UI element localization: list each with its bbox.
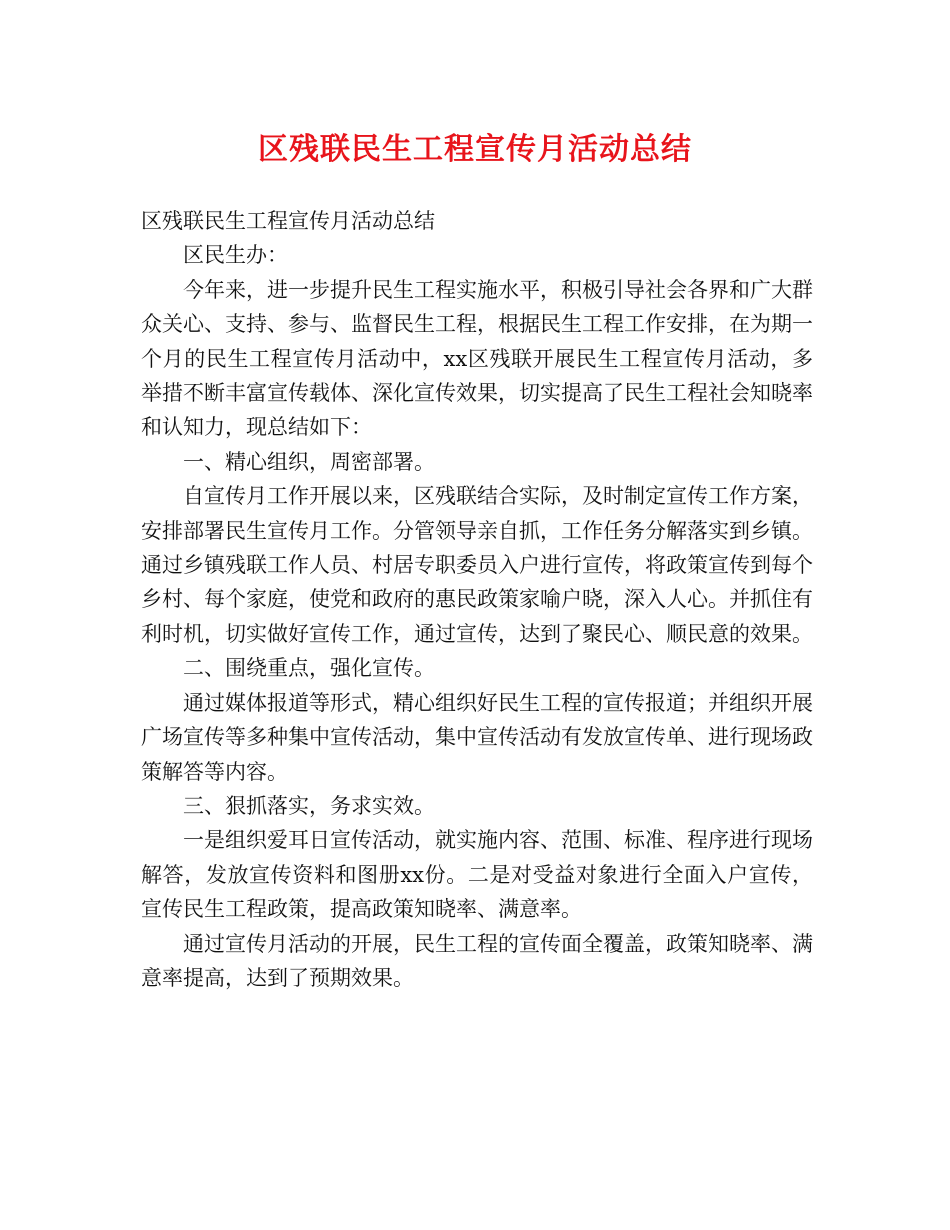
document-body bbox=[141, 204, 813, 995]
section-heading-3: 三、狠抓落实，务求实效。 bbox=[183, 793, 435, 818]
body-heading: 区残联民生工程宣传月活动总结 bbox=[141, 209, 435, 233]
section-paragraph-2: 通过媒体报道等形式，精心组织好民生工程的宣传报道；并组织开展广场宣传等多种集中宣传活动，集中宣传活动有发放宣传单、进行现场政策解答等内容。 bbox=[141, 690, 813, 784]
section-paragraph-3: 一是组织爱耳日宣传活动，就实施内容、范围、标准、程序进行现场解答，发放宣传资料和图册xx份。二是对受益对象进行全面入户宣传，宣传民生工程政策，提高政策知晓率、满意率。 bbox=[141, 828, 813, 922]
salutation: 区民生办： bbox=[183, 243, 288, 268]
intro-paragraph: 今年来，进一步提升民生工程实施水平，积极引导社会各界和广大群众关心、支持、参与、监督民生工程，根据民生工程工作安排，在为期一个月的民生工程宣传月活动中，xx区残联开展民生工程宣传月活动，多举措不断丰富宣传载体、深化宣传效果，切实提高了民生工程社会知晓率和认知力，现总结如下： bbox=[141, 277, 813, 440]
section-paragraph-1: 自宣传月工作开展以来，区残联结合实际，及时制定宣传工作方案，安排部署民生宣传月工作。分管领导亲自抓，工作任务分解落实到乡镇。通过乡镇残联工作人员、村居专职委员入户进行宣传，将政策宣传到每个乡村、每个家庭，使党和政府的惠民政策家喻户晓，深入人心。并抓住有利时机，切实做好宣传工作，通过宣传，达到了聚民心、顺民意的效果。 bbox=[141, 484, 813, 646]
section-heading-1: 一、精心组织，周密部署。 bbox=[183, 449, 435, 474]
section-heading-2: 二、围绕重点，强化宣传。 bbox=[183, 656, 435, 681]
conclusion-paragraph: 通过宣传月活动的开展，民生工程的宣传面全覆盖，政策知晓率、满意率提高，达到了预期效果。 bbox=[141, 931, 813, 990]
document-title: 区残联民生工程宣传月活动总结 bbox=[258, 132, 692, 167]
